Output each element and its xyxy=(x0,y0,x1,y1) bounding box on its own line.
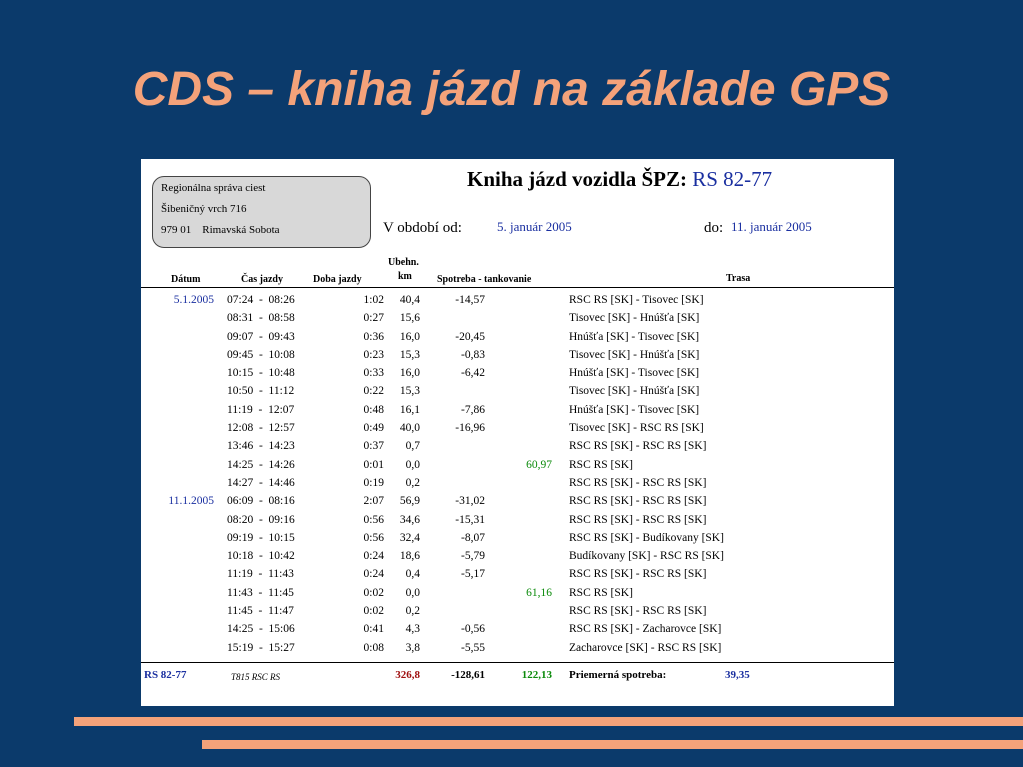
row-date: 11.1.2005 xyxy=(168,495,214,508)
table-row xyxy=(141,530,894,548)
row-route: RSC RS [SK] - Budíkovany [SK] xyxy=(569,531,724,544)
period-from: 5. január 2005 xyxy=(497,219,572,234)
footer-total-consumption: -128,61 xyxy=(451,669,485,681)
row-duration: 0:48 xyxy=(363,403,384,416)
table-row xyxy=(141,493,894,511)
row-route: Tisovec [SK] - Hnúšťa [SK] xyxy=(569,312,700,325)
table-row xyxy=(141,566,894,584)
row-km: 32,4 xyxy=(399,531,420,544)
address-line-1: Regionálna správa ciest xyxy=(161,182,266,194)
row-km: 16,1 xyxy=(399,403,420,416)
address-line-3: 979 01 Rimavská Sobota xyxy=(161,224,280,236)
row-duration: 0:22 xyxy=(363,385,384,398)
row-route: Zacharovce [SK] - RSC RS [SK] xyxy=(569,641,722,654)
table-row xyxy=(141,438,894,456)
footer-total-km: 326,8 xyxy=(395,669,420,681)
row-route: RSC RS [SK] - RSC RS [SK] xyxy=(569,605,707,618)
row-time: 11:19 - 11:43 xyxy=(227,568,294,581)
table-row xyxy=(141,585,894,603)
row-route: RSC RS [SK] - Zacharovce [SK] xyxy=(569,623,722,636)
footer-plate: RS 82-77 xyxy=(144,669,187,681)
header-distance-line2: km xyxy=(398,271,412,282)
table-row xyxy=(141,640,894,658)
table-row xyxy=(141,475,894,493)
table-row xyxy=(141,402,894,420)
row-duration: 0:19 xyxy=(363,476,384,489)
header-consumption: Spotreba - tankovanie xyxy=(437,274,532,285)
row-km: 56,9 xyxy=(399,495,420,508)
accent-line-top xyxy=(74,717,1023,726)
trip-log-document xyxy=(141,159,894,706)
table-row xyxy=(141,292,894,310)
row-duration: 0:37 xyxy=(363,440,384,453)
row-duration: 0:02 xyxy=(363,586,384,599)
row-consumption: -5,79 xyxy=(461,550,485,563)
row-route: Tisovec [SK] - Hnúšťa [SK] xyxy=(569,348,700,361)
row-route: RSC RS [SK] - RSC RS [SK] xyxy=(569,568,707,581)
row-consumption: -5,55 xyxy=(461,641,485,654)
row-duration: 0:02 xyxy=(363,605,384,618)
row-km: 0,2 xyxy=(405,476,420,489)
row-consumption: -16,96 xyxy=(455,422,485,435)
row-km: 40,4 xyxy=(399,294,420,306)
row-consumption: -31,02 xyxy=(455,495,485,508)
table-row xyxy=(141,548,894,566)
address-box xyxy=(152,176,371,248)
row-km: 0,7 xyxy=(405,440,420,453)
row-consumption: -6,42 xyxy=(461,367,485,380)
row-time: 08:31 - 08:58 xyxy=(227,312,295,325)
row-route: Tisovec [SK] - Hnúšťa [SK] xyxy=(569,385,700,398)
row-km: 16,0 xyxy=(399,367,420,380)
row-date: 5.1.2005 xyxy=(173,294,214,306)
row-time: 15:19 - 15:27 xyxy=(227,641,295,654)
address-line-2: Šibeničný vrch 716 xyxy=(161,203,247,215)
row-km: 34,6 xyxy=(399,513,420,526)
row-km: 40,0 xyxy=(399,422,420,435)
row-time: 10:50 - 11:12 xyxy=(227,385,295,398)
header-route: Trasa xyxy=(726,273,751,284)
accent-line-bottom xyxy=(202,740,1023,749)
row-time: 14:25 - 15:06 xyxy=(227,623,295,636)
row-route: RSC RS [SK] xyxy=(569,458,633,471)
row-time: 10:15 - 10:48 xyxy=(227,367,295,380)
row-km: 0,4 xyxy=(405,568,420,581)
row-time: 14:25 - 14:26 xyxy=(227,458,295,471)
table-row xyxy=(141,420,894,438)
table-row xyxy=(141,603,894,621)
period-to: 11. január 2005 xyxy=(731,219,812,234)
row-km: 0,2 xyxy=(405,605,420,618)
row-duration: 0:33 xyxy=(363,367,384,380)
row-time: 09:19 - 10:15 xyxy=(227,531,295,544)
row-consumption: -0,56 xyxy=(461,623,485,636)
row-route: Hnúšťa [SK] - Tisovec [SK] xyxy=(569,403,700,416)
row-time: 07:24 - 08:26 xyxy=(227,294,295,306)
document-title xyxy=(467,167,772,192)
row-consumption: -8,07 xyxy=(461,531,485,544)
footer-total-fuel: 122,13 xyxy=(521,669,552,681)
row-route: Hnúšťa [SK] - Tisovec [SK] xyxy=(569,367,700,380)
trip-rows xyxy=(141,292,894,658)
slide-title: CDS – kniha jázd na základe GPS xyxy=(132,63,891,116)
row-consumption: -15,31 xyxy=(455,513,485,526)
row-fuel: 60,97 xyxy=(526,458,552,471)
row-duration: 0:24 xyxy=(363,550,384,563)
table-row xyxy=(141,512,894,530)
row-duration: 0:27 xyxy=(363,312,384,325)
row-route: Tisovec [SK] - RSC RS [SK] xyxy=(569,422,704,435)
row-duration: 1:02 xyxy=(363,294,384,306)
row-duration: 0:23 xyxy=(363,348,384,361)
header-distance-line1: Ubehn. xyxy=(388,257,419,268)
row-time: 09:45 - 10:08 xyxy=(227,348,295,361)
row-consumption: -7,86 xyxy=(461,403,485,416)
row-route: Hnúšťa [SK] - Tisovec [SK] xyxy=(569,330,700,343)
footer-avg-value: 39,35 xyxy=(725,669,750,681)
footer-divider xyxy=(141,662,894,663)
row-route: RSC RS [SK] - RSC RS [SK] xyxy=(569,495,707,508)
row-time: 09:07 - 09:43 xyxy=(227,330,295,343)
row-fuel: 61,16 xyxy=(526,586,552,599)
to-label: do: xyxy=(704,220,724,236)
row-duration: 0:08 xyxy=(363,641,384,654)
row-time: 08:20 - 09:16 xyxy=(227,513,295,526)
header-duration: Doba jazdy xyxy=(313,274,362,285)
row-km: 18,6 xyxy=(399,550,420,563)
footer-vehicle: T815 RSC RS xyxy=(231,672,281,682)
row-km: 4,3 xyxy=(405,623,420,636)
row-km: 15,6 xyxy=(399,312,420,325)
row-consumption: -14,57 xyxy=(455,294,485,306)
row-km: 0,0 xyxy=(405,586,420,599)
table-row xyxy=(141,383,894,401)
row-km: 16,0 xyxy=(399,330,420,343)
row-km: 0,0 xyxy=(405,458,420,471)
table-row xyxy=(141,457,894,475)
row-km: 15,3 xyxy=(399,348,420,361)
row-route: RSC RS [SK] - RSC RS [SK] xyxy=(569,513,707,526)
table-row xyxy=(141,329,894,347)
row-duration: 0:01 xyxy=(363,458,384,471)
row-time: 10:18 - 10:42 xyxy=(227,550,295,563)
row-time: 13:46 - 14:23 xyxy=(227,440,295,453)
row-route: RSC RS [SK] - RSC RS [SK] xyxy=(569,440,707,453)
row-duration: 2:07 xyxy=(363,495,384,508)
period-label: V období od: xyxy=(383,220,462,236)
row-consumption: -5,17 xyxy=(461,568,485,581)
row-time: 12:08 - 12:57 xyxy=(227,422,295,435)
row-time: 11:45 - 11:47 xyxy=(227,605,294,618)
row-route: RSC RS [SK] - RSC RS [SK] xyxy=(569,476,707,489)
document-title-plate: RS 82-77 xyxy=(692,167,773,191)
row-duration: 0:24 xyxy=(363,568,384,581)
row-time: 11:19 - 12:07 xyxy=(227,403,295,416)
row-consumption: -0,83 xyxy=(461,348,485,361)
row-duration: 0:41 xyxy=(363,623,384,636)
header-date: Dátum xyxy=(171,274,201,285)
table-row xyxy=(141,310,894,328)
row-km: 3,8 xyxy=(405,641,420,654)
document-title-prefix: Kniha jázd vozidla ŠPZ: xyxy=(467,167,687,191)
row-time: 14:27 - 14:46 xyxy=(227,476,295,489)
header-divider xyxy=(141,287,894,288)
row-consumption: -20,45 xyxy=(455,330,485,343)
row-km: 15,3 xyxy=(399,385,420,398)
header-time: Čas jazdy xyxy=(241,274,283,285)
row-route: RSC RS [SK] - Tisovec [SK] xyxy=(569,294,704,306)
row-duration: 0:56 xyxy=(363,513,384,526)
row-time: 11:43 - 11:45 xyxy=(227,586,294,599)
row-duration: 0:56 xyxy=(363,531,384,544)
row-duration: 0:36 xyxy=(363,330,384,343)
table-row xyxy=(141,365,894,383)
footer-avg-label: Priemerná spotreba: xyxy=(569,669,667,681)
row-route: Budíkovany [SK] - RSC RS [SK] xyxy=(569,550,724,563)
table-row xyxy=(141,621,894,639)
row-duration: 0:49 xyxy=(363,422,384,435)
row-time: 06:09 - 08:16 xyxy=(227,495,295,508)
row-route: RSC RS [SK] xyxy=(569,586,633,599)
table-row xyxy=(141,347,894,365)
